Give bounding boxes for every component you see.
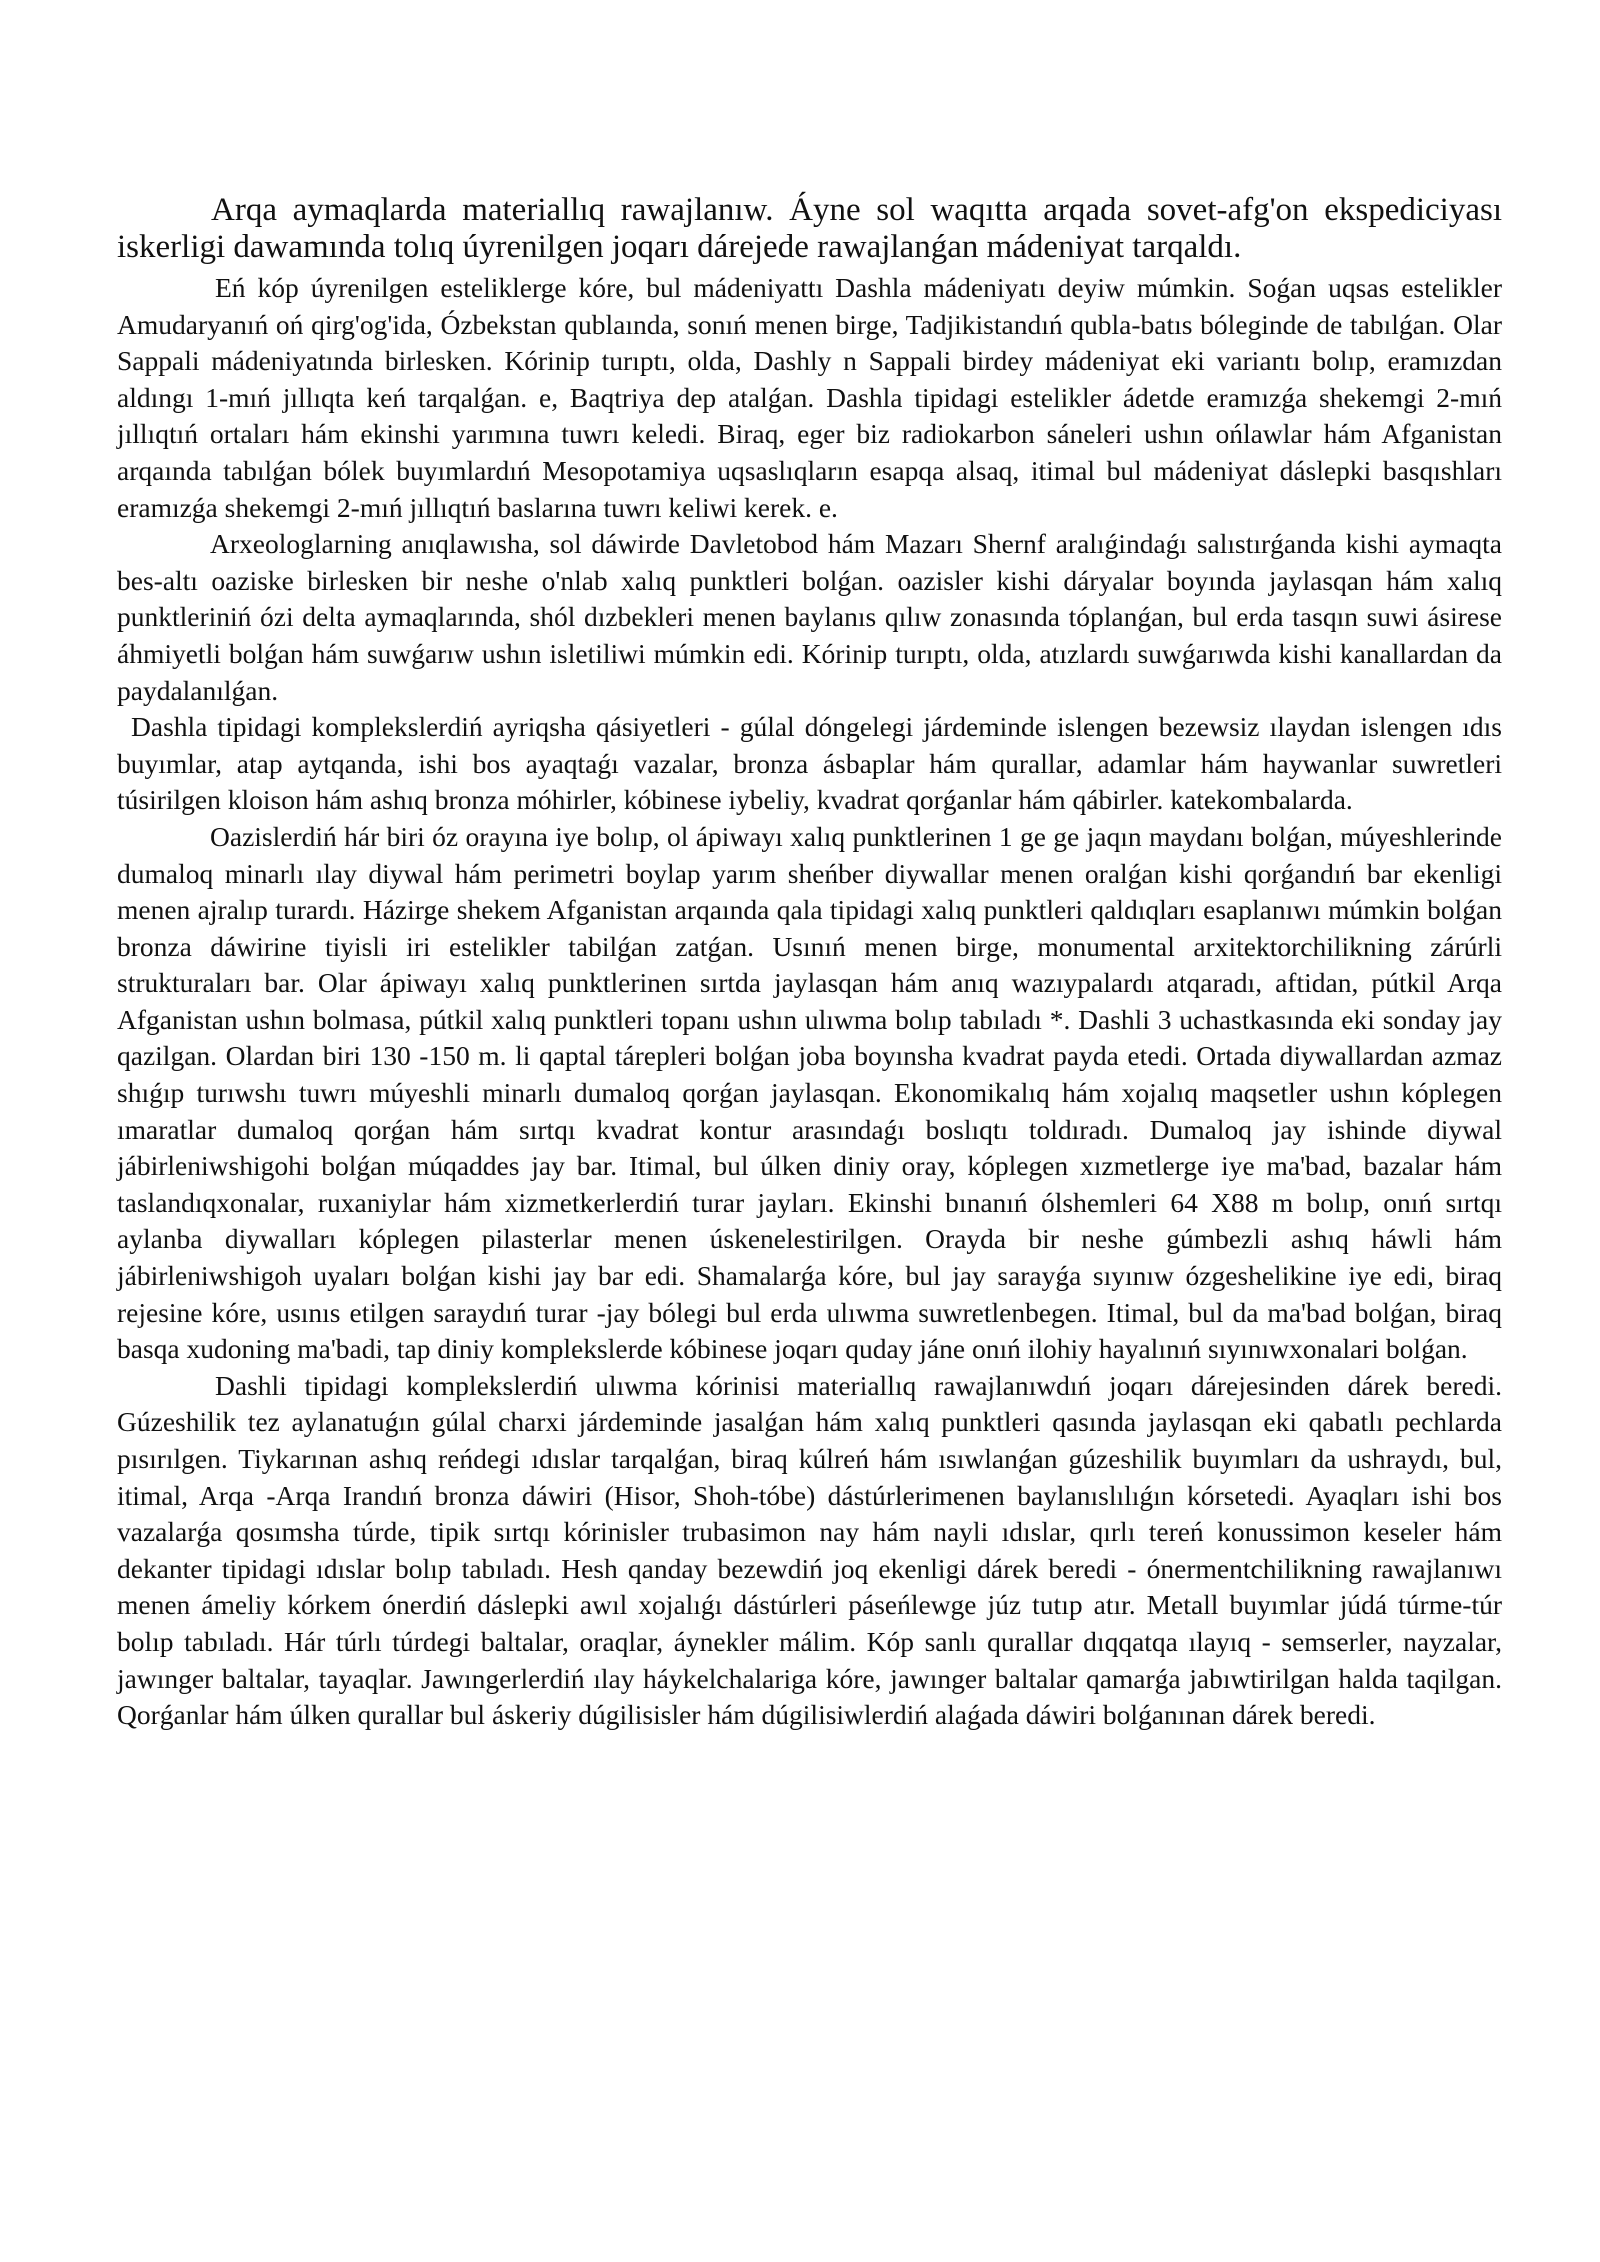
paragraph-oasis-centers: Oazislerdiń hár biri óz orayına iye bolıp, ol ápiwayı xalıq punktlerinen 1 ge ge jaqın maydanı bolǵan, múyeshlerinde dumaloq minarlı ılay diywal hám perimetri boylap yarım sheńber diywallar menen oralǵan kishi qorǵandıń bar ekenligi menen ajralıp turardı. Házirge shekem Afganistan arqaında qala tipidagi xalıq punktleri qaldıqları esaplanıwı múmkin bolǵan bronza dáwirine tiyisli iri estelikler tabilǵan zatǵan. Usınıń menen birge, monumental arxitektorchilikning zárúrli strukturaları bar. Olar ápiwayı xalıq punktlerinen sırtda jaylasqan hám anıq wazıypalardı atqaradı, aftidan, pútkil Arqa Afganistan ushın bolmasa, pútkil xalıq punktleri topanı ushın ulıwma bolıp tabıladı *. Dashli 3 uchastkasında eki sonday jay qazilgan. Olardan biri 130 -150 m. li qaptal tárepleri bolǵan joba boyınsha kvadrat payda etedi. Ortada diywallardan azmaz shıǵıp turıwshı tuwrı múyeshli minarlı dumaloq qorǵan jaylasqan. Ekonomikalıq hám xojalıq maqsetler ushın kóplegen ımaratlar dumaloq qorǵan hám sırtqı kvadrat kontur arasındaǵı boslıqtı toldıradı. Dumaloq jay ishinde diywal jábirleniwshigohi bolǵan múqaddes jay bar. Itimal, bul úlken diniy oray, kóplegen xızmetlerge iye ma'bad, bazalar hám taslandıqxonalar, ruxaniylar hám xizmetkerlerdiń turar jayları. Ekinshi bınanıń ólshemleri 64 X88 m bolıp, onıń sırtqı aylanba diywalları kóplegen pilasterlar menen úskenelestirilgen. Orayda bir neshe gúmbezli ashıq háwli hám jábirleniwshigoh uyaları bolǵan kishi jay bar edi. Shamalarǵa kóre, bul jay sarayǵa sıyınıw ózgeshelikine iye edi, biraq rejesine kóre, usınıs etilgen saraydıń turar -jay bólegi bul erda ulıwma suwretlenbegen. Itimal, bul da ma'bad bolǵan, biraq basqa xudoning ma'badi, tap diniy komplekslerde kóbinese joqarı quday jáne onıń ilohiy hayalınıń sıyınıwxonalari bolǵan. xyxy=(117,820,1502,1365)
paragraph-oasis-settlements: Arxeologlarning anıqlawısha, sol dáwirde Davletobod hám Mazarı Shernf aralıǵindaǵı salıstırǵanda kishi aymaqta bes-altı oaziske birlesken bir neshe o'nlab xalıq punktleri bolǵan. oazisler kishi dáryalar boyında jaylasqan hám xalıq punktleriniń ózi delta aymaqlarında, shól dızbekleri menen baylanıs qılıw zonasında tóplanǵan, bul erda tasqın suwi ásirese áhmiyetli bolǵan hám suwǵarıw ushın isletiliwi múmkin edi. Kórinip turıptı, olda, atızlardı suwǵarıwda kishi kanallardan da paydalanılǵan. xyxy=(117,528,1502,706)
section-heading: Arqa aymaqlarda materiallıq rawajlanıw. Áyne sol waqıtta arqada sovet-afg'on ekspediciyası iskerligi dawamında tolıq úyrenilgen joqarı dárejede rawajlanǵan mádeniyat tarqaldı. xyxy=(117,192,1502,265)
paragraph-complex-features: Dashla tipidagi komplekslerdiń ayriqsha qásiyetleri - gúlal dóngelegi járdeminde islengen bezewsiz ılaydan islengen ıdıs buyımlar, atap aytqanda, ishi bos ayaqtaǵı vazalar, bronza ásbaplar hám qurallar, adamlar hám haywanlar suwretleri túsirilgen kloison hám ashıq bronza móhirler, kóbinese iybeliy, kvadrat qorǵanlar hám qábirler. katekombalarda. xyxy=(117,711,1502,816)
paragraph-dashla-culture: Eń kóp úyrenilgen esteliklerge kóre, bul mádeniyattı Dashla mádeniyatı deyiw múmkin. Soǵan uqsas estelikler Amudaryanıń oń qirg'og'ida, Ózbekstan qublaında, sonıń menen birge, Tadjikistandıń qubla-batıs bóleginde de tabılǵan. Olar Sappali mádeniyatında birlesken. Kórinip turıptı, olda, Dashly n Sappali birdey mádeniyat eki variantı bolıp, eramızdan aldıngı 1-mıń jıllıqta keń tarqalǵan. e, Baqtriya dep atalǵan. Dashla tipidagi estelikler ádetde eramızǵa shekemgi 2-mıń jıllıqtıń ortaları hám ekinshi yarımına tuwrı keledi. Biraq, eger biz radiokarbon sáneleri ushın ońlawlar hám Afganistan arqaında tabılǵan bólek buyımlardıń Mesopotamiya uqsaslıqların esapqa alsaq, itimal bul mádeniyat dáslepki basqıshları eramızǵa shekemgi 2-mıń jıllıqtıń baslarına tuwrı keliwi kerek. e. xyxy=(117,272,1502,523)
paragraph-material-development: Dashli tipidagi komplekslerdiń ulıwma kórinisi materiallıq rawajlanıwdıń joqarı dárejesinden dárek beredi. Gúzeshilik tez aylanatuǵın gúlal charxi járdeminde jasalǵan hám xalıq punktleri qasında jaylasqan eki qabatlı pechlarda pısırılgen. Tiykarınan ashıq reńdegi ıdıslar tarqalǵan, biraq kúlreń hám ısıwlanǵan gúzeshilik buyımları da ushraydı, bul, itimal, Arqa -Arqa Irandıń bronza dáwiri (Hisor, Shoh-tóbe) dástúrlerimenen baylanıslılıǵın kórsetedi. Ayaqları ishi bos vazalarǵa qosımsha túrde, tipik sırtqı kórinisler trubasimon nay hám nayli ıdıslar, qırlı tereń konussimon keseler hám dekanter tipidagi ıdıslar bolıp tabıladı. Hesh qanday bezewdiń joq ekenligi dárek beredi - ónermentchilikning rawajlanıwı menen ámeliy kórkem ónerdiń dáslepki awıl xojalıǵı dástúrleri páseńlewge júz tutıp atır. Metall buyımlar júdá túrme-túr bolıp tabıladı. Hár túrlı túrdegi baltalar, oraqlar, áynekler málim. Kóp sanlı qurallar dıqqatqa ılayıq - semserler, nayzalar, jawınger baltalar, tayaqlar. Jawıngerlerdiń ılay háykelchalariga kóre, jawınger baltalar qamarǵa jabıwtirilgan halda taqilgan. Qorǵanlar hám úlken qurallar bul áskeriy dúgilisisler hám dúgilisiwlerdiń alaǵada dáwiri bolǵanınan dárek beredi. xyxy=(117,1369,1502,1731)
document-body xyxy=(117,192,1502,1734)
